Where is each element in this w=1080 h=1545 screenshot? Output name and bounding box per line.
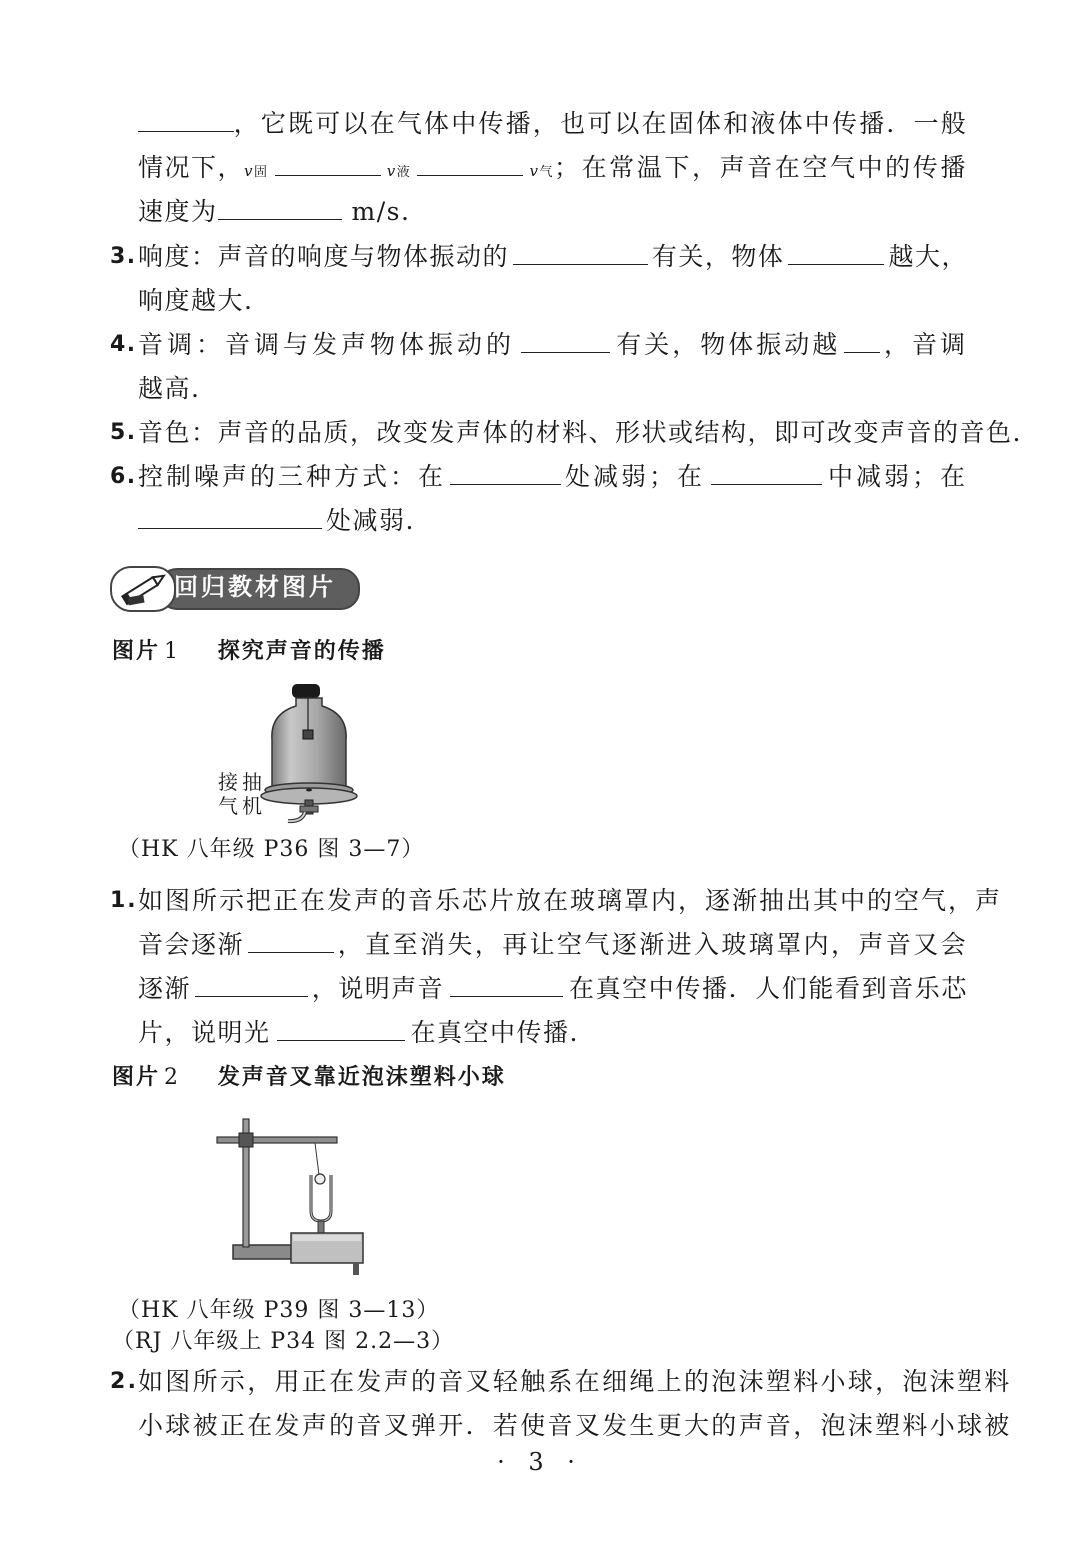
question-number: 2.: [110, 1369, 139, 1394]
intro-text-1: ，它既可以在气体中传播，也可以在固体和液体中传播．一般: [233, 109, 968, 138]
answer-blank[interactable]: [513, 238, 648, 265]
q1-line-1: [110, 881, 1003, 921]
item-4-text-a: 音调：音调与发声物体振动的: [138, 330, 516, 359]
answer-blank[interactable]: [521, 326, 610, 353]
figure-number: 2: [164, 1065, 181, 1090]
item-number: 6.: [110, 464, 137, 489]
item-number: 5.: [110, 420, 137, 445]
figure-label: 图片: [112, 639, 161, 664]
item-3-line-1: [110, 237, 968, 277]
figure-2-heading: [112, 1060, 506, 1096]
answer-blank[interactable]: [844, 326, 880, 353]
item-number: 4.: [110, 332, 137, 357]
figure-1-annotation: [218, 770, 266, 818]
intro-text-2b: ；在常温下，声音在空气中的传播: [553, 153, 968, 182]
q1-text-3a: 逐渐: [138, 974, 192, 1003]
item-4-text-c: ，音调: [883, 330, 968, 359]
figure-2-caption-1: （HK 八年级 P39 图 3—13）: [118, 1298, 440, 1323]
page-number: · 3 ·: [497, 1448, 583, 1476]
velocity-solid: v固: [244, 162, 269, 180]
annotation-line-1: 接抽: [218, 770, 266, 794]
answer-blank[interactable]: [788, 238, 884, 265]
q1-line-4: [138, 1013, 968, 1053]
annotation-line-2: 气机: [218, 794, 266, 818]
q1-text-4b: 在真空中传播.: [410, 1018, 579, 1047]
figure-1-title: 探究声音的传播: [217, 639, 386, 664]
item-6-text-a: 控制噪声的三种方式：在: [138, 462, 447, 491]
intro-line-2: [138, 148, 968, 188]
answer-blank[interactable]: [450, 970, 563, 997]
item-3-text-a: 响度：声音的响度与物体振动的: [138, 242, 510, 271]
item-3-text-c: 越大，: [888, 242, 968, 271]
answer-blank[interactable]: [218, 193, 342, 220]
item-6-line-1: [110, 457, 968, 497]
velocity-gas: v气: [529, 162, 554, 180]
q1-text-3c: 在真空中传播．人们能看到音乐芯: [568, 974, 968, 1003]
item-4-line-2: 越高.: [138, 374, 201, 403]
answer-blank[interactable]: [417, 149, 523, 176]
intro-line-1: [138, 104, 968, 144]
intro-text-2a: 情况下，: [138, 153, 245, 182]
answer-blank[interactable]: [138, 502, 322, 529]
item-6-text-b: 处减弱；在: [564, 462, 705, 491]
q1-text-2b: ，直至消失，再让空气逐渐进入玻璃罩内，声音又会: [337, 930, 968, 959]
q1-text-1: 如图所示把正在发声的音乐芯片放在玻璃罩内，逐渐抽出其中的空气，声: [138, 886, 1003, 915]
intro-line-3: [138, 192, 968, 232]
q2-text-1: 如图所示，用正在发声的音叉轻触系在细绳上的泡沫塑料小球，泡沫塑料: [138, 1367, 1012, 1396]
intro-text-3b: m/s.: [351, 197, 411, 226]
q2-line-2: 小球被正在发声的音叉弹开．若使音叉发生更大的声音，泡沫塑料小球被: [138, 1411, 1012, 1440]
answer-blank[interactable]: [711, 458, 822, 485]
question-number: 1.: [110, 888, 138, 913]
intro-text-3a: 速度为: [138, 197, 218, 226]
figure-number: 1: [164, 639, 181, 664]
figure-2-caption-2: （RJ 八年级上 P34 图 2.2—3）: [112, 1329, 455, 1354]
item-5-line-1: [110, 413, 1022, 453]
item-3-line-2: 响度越大.: [138, 286, 254, 315]
item-6-text-c: 中减弱；在: [827, 462, 968, 491]
answer-blank[interactable]: [248, 926, 334, 953]
tuning-fork-figure: [215, 1115, 375, 1285]
q1-text-2a: 音会逐渐: [138, 930, 245, 959]
item-5-text: 音色：声音的品质，改变发声体的材料、形状或结构，即可改变声音的音色.: [138, 418, 1022, 447]
q1-text-4a: 片，说明光: [138, 1018, 271, 1047]
pencil-eraser-icon: [110, 566, 176, 612]
answer-blank[interactable]: [138, 105, 234, 132]
q1-line-3: [138, 969, 968, 1009]
q1-line-2: [138, 925, 968, 965]
answer-blank[interactable]: [277, 1014, 405, 1041]
velocity-liquid: v液: [386, 162, 412, 180]
figure-label: 图片: [112, 1065, 161, 1090]
item-4-line-1: [110, 325, 968, 365]
q2-line-1: [110, 1362, 1012, 1402]
item-6-text-d: 处减弱.: [326, 506, 415, 535]
item-number: 3.: [110, 244, 137, 269]
figure-1-caption: （HK 八年级 P36 图 3—7）: [118, 837, 425, 862]
item-3-text-b: 有关，物体: [651, 242, 785, 271]
figure-1-heading: [112, 634, 386, 670]
item-4-text-b: 有关，物体振动越: [616, 330, 841, 359]
answer-blank[interactable]: [195, 970, 308, 997]
banner-title: 回归教材图片: [174, 573, 336, 601]
answer-blank[interactable]: [450, 458, 561, 485]
item-6-line-2: [138, 501, 968, 541]
q1-text-3b: ，说明声音: [311, 974, 445, 1003]
answer-blank[interactable]: [275, 149, 381, 176]
figure-2-title: 发声音叉靠近泡沫塑料小球: [217, 1065, 506, 1090]
section-banner: [110, 566, 360, 608]
